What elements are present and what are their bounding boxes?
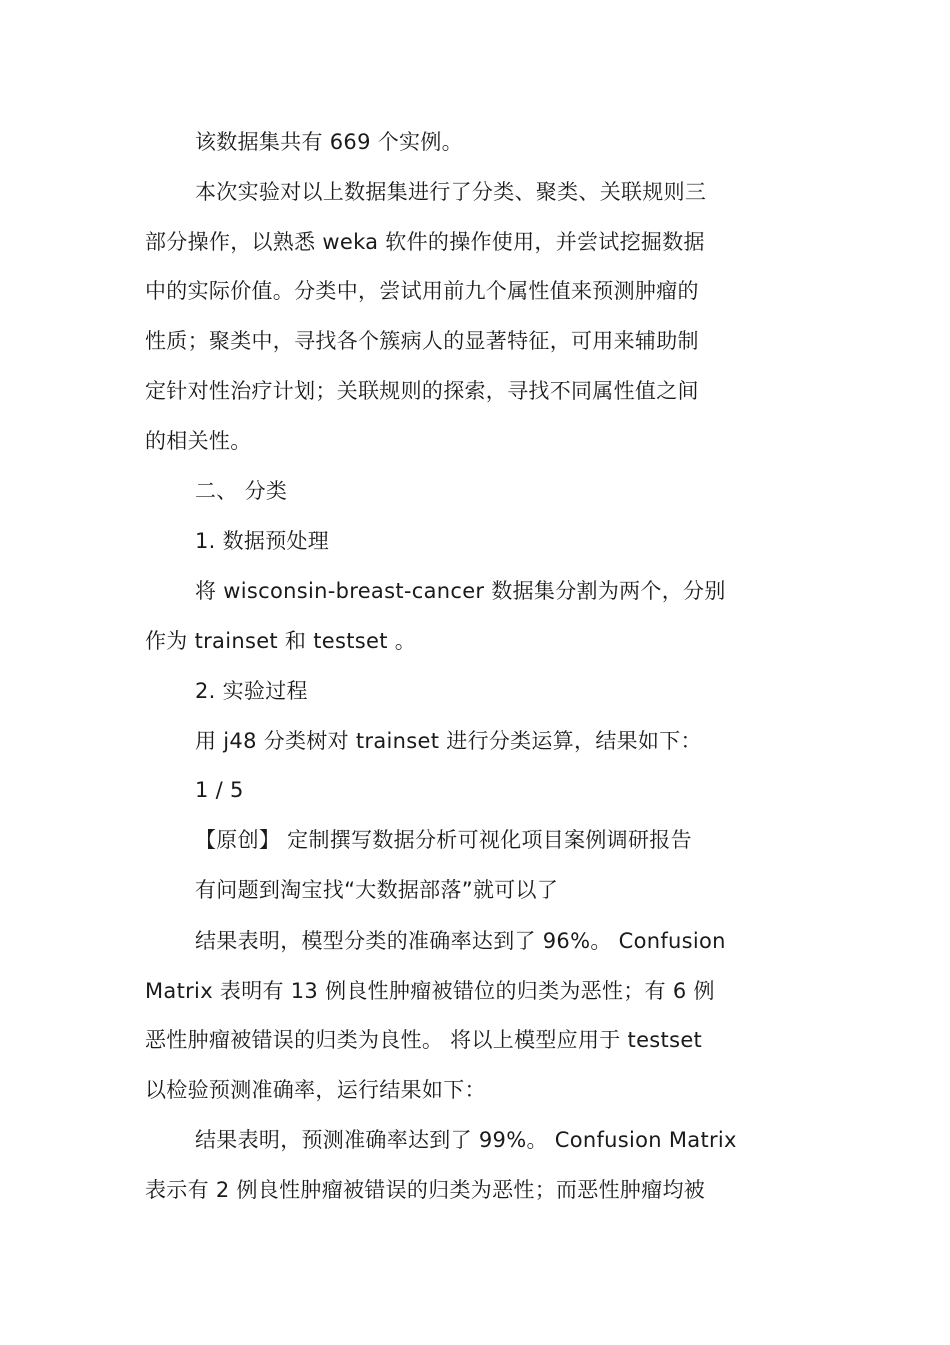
- paragraph-line: 中的实际价值。分类中，尝试用前九个属性值来预测肿瘤的: [145, 279, 699, 303]
- page-number: 1 / 5: [195, 778, 244, 802]
- paragraph-line: 该数据集共有 669 个实例。: [195, 130, 463, 154]
- paragraph-line: 的相关性。: [145, 429, 252, 453]
- paragraph-line: Matrix 表明有 13 例良性肿瘤被错位的归类为恶性；有 6 例: [145, 979, 715, 1003]
- paragraph-line: 定针对性治疗计划；关联规则的探索，寻找不同属性值之间: [145, 379, 699, 403]
- paragraph-line: 将 wisconsin-breast-cancer 数据集分割为两个，分别: [195, 579, 726, 603]
- paragraph-line: 部分操作，以熟悉 weka 软件的操作使用，并尝试挖掘数据: [145, 230, 705, 254]
- subsection-heading: 1. 数据预处理: [195, 529, 330, 553]
- promo-line: 有问题到淘宝找“大数据部落”就可以了: [195, 878, 559, 902]
- paragraph-line: 结果表明，模型分类的准确率达到了 96%。 Confusion: [195, 929, 726, 953]
- paragraph-line: 恶性肿瘤被错误的归类为良性。 将以上模型应用于 testset: [145, 1028, 703, 1052]
- promo-line: 【原创】 定制撰写数据分析可视化项目案例调研报告: [195, 828, 692, 852]
- paragraph-line: 结果表明，预测准确率达到了 99%。 Confusion Matrix: [195, 1128, 737, 1152]
- paragraph-line: 以检验预测准确率，运行结果如下：: [145, 1078, 486, 1102]
- paragraph-line: 作为 trainset 和 testset 。: [145, 629, 416, 653]
- paragraph-line: 性质；聚类中，寻找各个簇病人的显著特征，可用来辅助制: [145, 329, 699, 353]
- paragraph-line: 用 j48 分类树对 trainset 进行分类运算，结果如下：: [195, 729, 702, 753]
- section-heading: 二、 分类: [195, 479, 288, 503]
- subsection-heading: 2. 实验过程: [195, 679, 308, 703]
- paragraph-line: 表示有 2 例良性肿瘤被错误的归类为恶性；而恶性肿瘤均被: [145, 1178, 706, 1202]
- paragraph-line: 本次实验对以上数据集进行了分类、聚类、关联规则三: [195, 180, 707, 204]
